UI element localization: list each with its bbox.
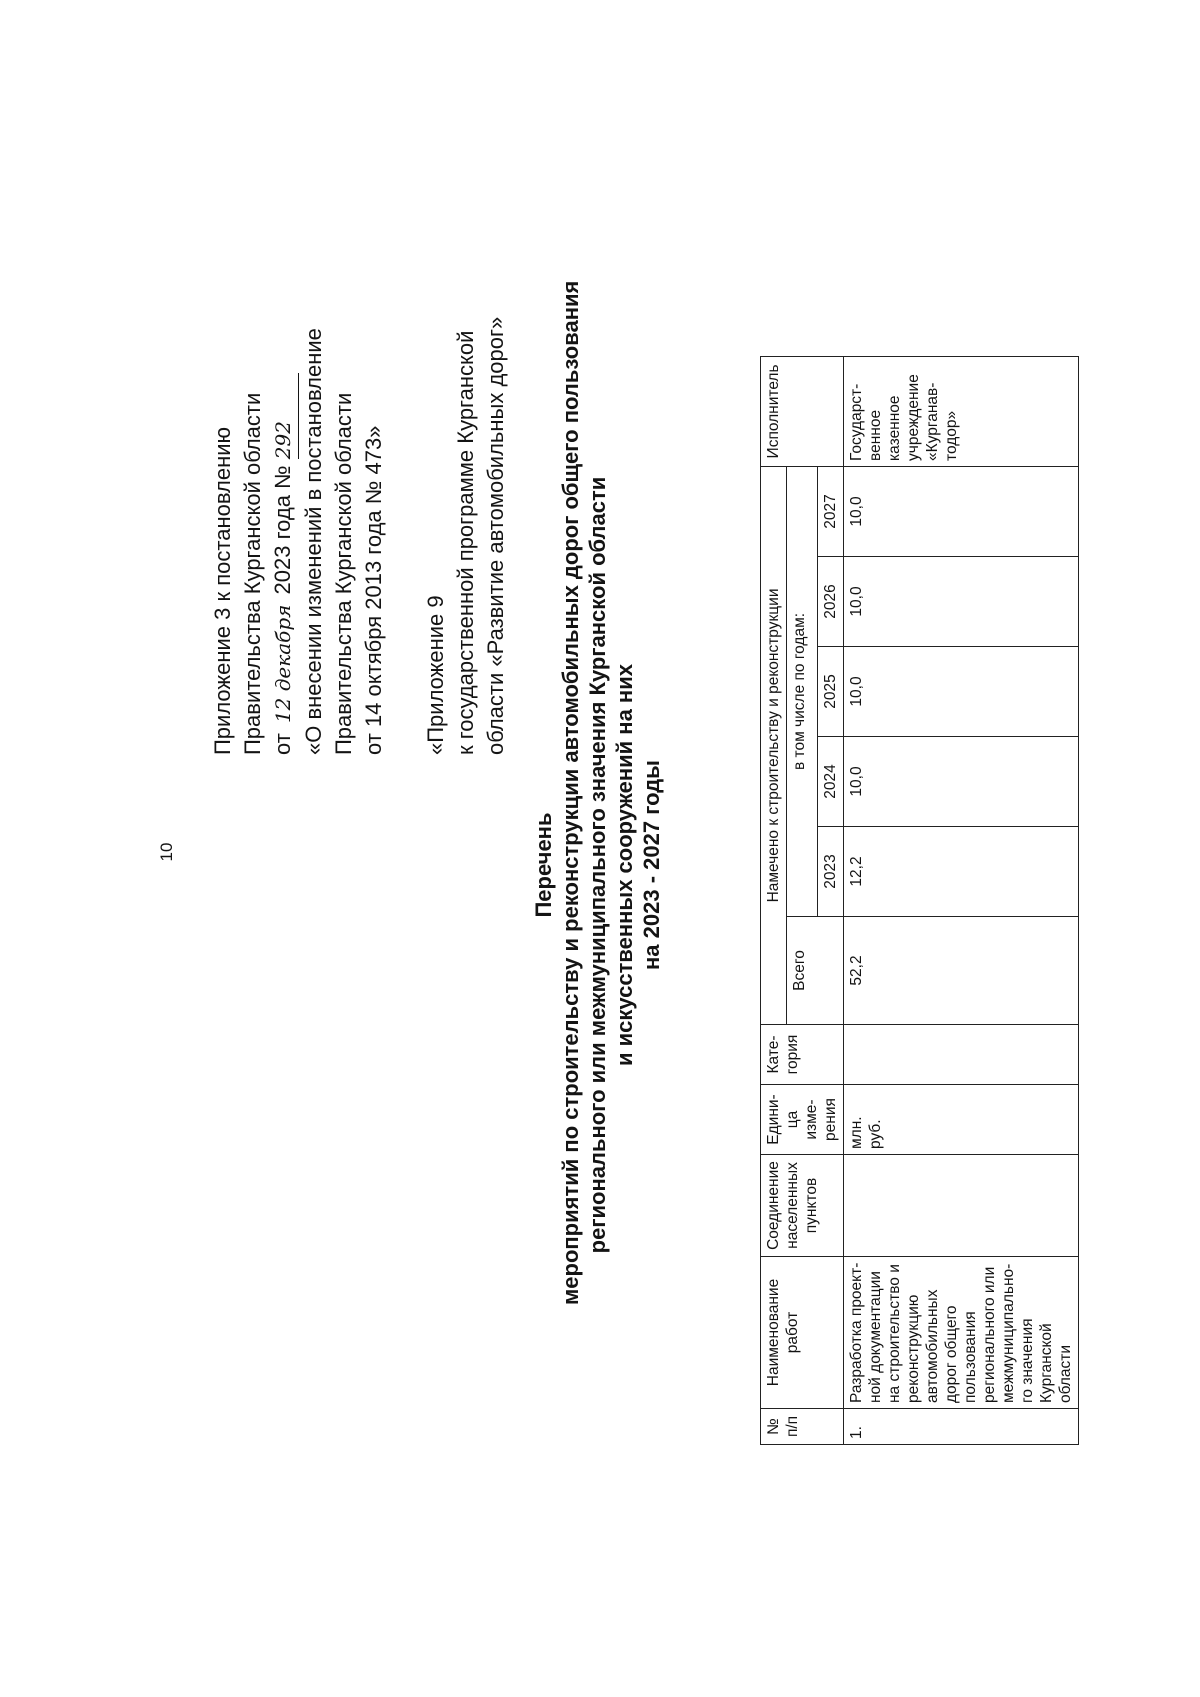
cell-year-value: 10,0	[844, 557, 1079, 647]
amendment-line: от 14 октября 2013 года № 473»	[361, 425, 386, 755]
program-line: «Приложение 9	[423, 595, 448, 755]
program-line: к государственной программе Курганской	[453, 330, 478, 755]
program-line: области «Развитие автомобильных дорог»	[483, 316, 508, 755]
header-executor: Исполнитель	[761, 356, 844, 466]
cell-year-value: 10,0	[844, 737, 1079, 827]
header-year: 2027	[818, 466, 844, 556]
date-prefix: от	[270, 733, 295, 755]
amendment-line: «О внесении изменений в постановление	[301, 328, 326, 755]
title-line: на 2023 - 2027 годы	[639, 760, 664, 970]
measures-table	[760, 356, 1079, 1445]
amendment-line: Правительства Курганской области	[331, 392, 356, 755]
cell-year-value: 10,0	[844, 647, 1079, 737]
header-year: 2025	[818, 647, 844, 737]
cell-name: Разработка проект-ной документации на строительство и реконструкцию автомобильных дорог общего пользования регионального или межмуниципально-го значения Курганской области	[844, 1257, 1079, 1409]
header-by-years: в том числе по годам:	[787, 466, 818, 916]
cell-category	[844, 1025, 1079, 1085]
cell-executor: Государст-венное казенное учреждение «Курганав-тодор»	[844, 356, 1079, 466]
header-name: Наименование работ	[761, 1257, 844, 1409]
header-connection: Соединение населенных пунктов	[761, 1155, 844, 1257]
header-num: № п/п	[761, 1409, 844, 1445]
document-title	[530, 280, 665, 1305]
cell-year-value: 10,0	[844, 466, 1079, 556]
handwritten-date: 12 декабря	[271, 604, 295, 724]
handwritten-number: 292	[268, 373, 299, 459]
header-year: 2024	[818, 737, 844, 827]
header-year: 2026	[818, 557, 844, 647]
header-total: Всего	[787, 917, 844, 1025]
header-unit: Едини-ца изме-рения	[761, 1085, 844, 1155]
cell-unit: млн. руб.	[844, 1085, 1079, 1155]
header-year: 2023	[818, 827, 844, 917]
table-row	[844, 356, 1079, 1444]
title-line: Перечень	[531, 812, 556, 918]
title-line: и искусственных сооружений на них	[612, 664, 637, 1066]
cell-connection	[844, 1155, 1079, 1257]
rotated-content	[100, 280, 1100, 1439]
title-line: регионального или межмуниципального значения Курганской области	[585, 476, 610, 1254]
appendix-date-line	[268, 235, 299, 755]
header-planned: Намечено к строительству и реконструкции	[761, 466, 787, 1024]
title-line: мероприятий по строительству и реконструкции автомобильных дорог общего пользования	[558, 280, 583, 1305]
page-number: 10	[157, 842, 176, 862]
cell-total: 52,2	[844, 917, 1079, 1025]
appendix-block	[208, 235, 511, 755]
appendix-line: Правительства Курганской области	[240, 392, 265, 755]
header-category: Кате-гория	[761, 1025, 844, 1085]
appendix-line: Приложение 3 к постановлению	[210, 426, 235, 755]
cell-num: 1.	[844, 1409, 1079, 1445]
date-suffix: 2023 года №	[270, 465, 295, 595]
cell-year-value: 12,2	[844, 827, 1079, 917]
